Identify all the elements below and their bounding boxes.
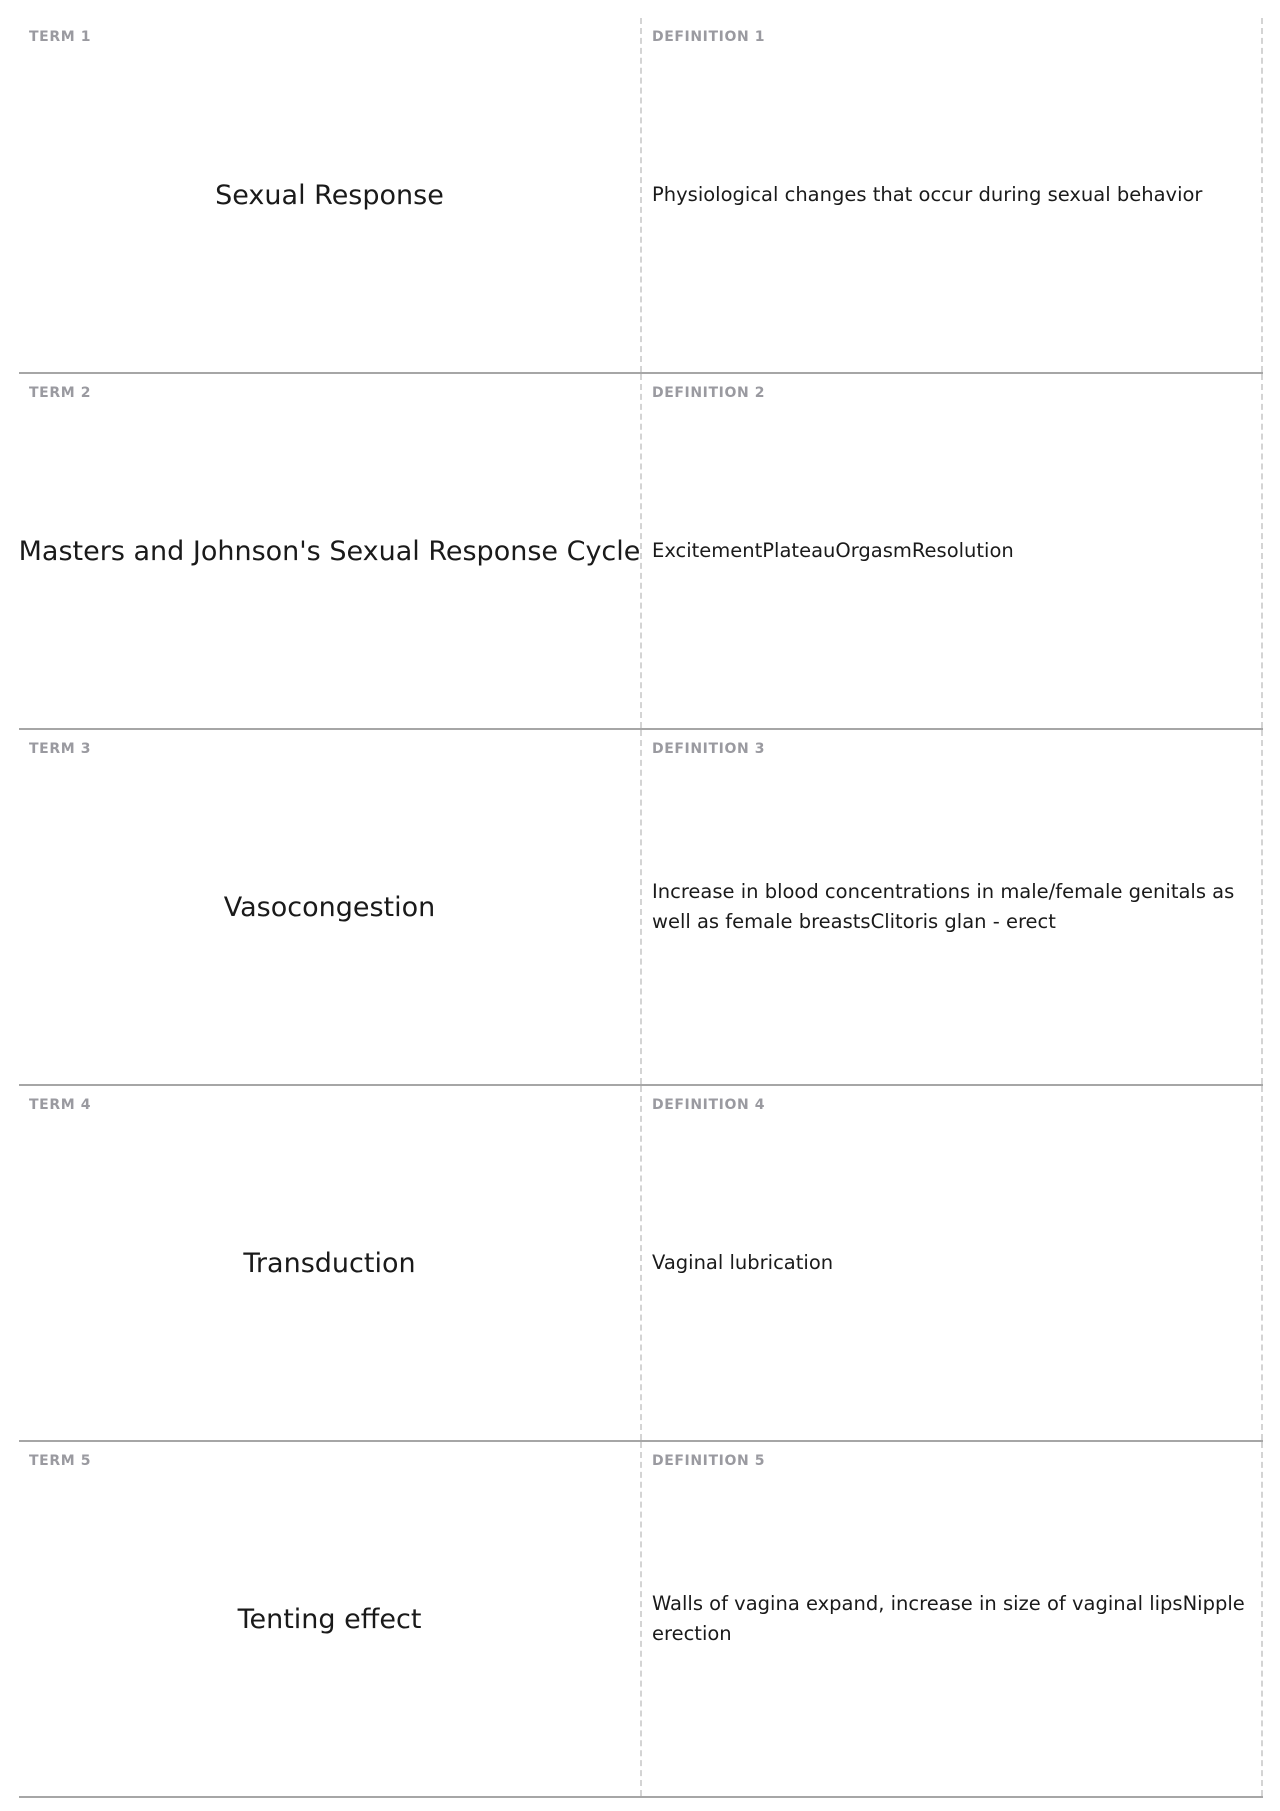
term-cell [19, 18, 642, 372]
definition-label: DEFINITION 2 [652, 385, 766, 401]
flashcard-row-5 [19, 1442, 1263, 1798]
definition-cell [642, 374, 1263, 728]
term-label: TERM 5 [29, 1453, 92, 1469]
term-label: TERM 3 [29, 741, 92, 757]
definition-cell [642, 1086, 1263, 1440]
term-label: TERM 1 [29, 29, 92, 45]
term-cell [19, 374, 642, 728]
definition-text: Walls of vagina expand, increase in size of vaginal lipsNipple erection [652, 1591, 1245, 1645]
term-cell [19, 1442, 642, 1796]
term-text: Masters and Johnson's Sexual Response Cycle [18, 535, 641, 567]
definition-text: ExcitementPlateauOrgasmResolution [652, 538, 1014, 562]
term-label: TERM 2 [29, 385, 92, 401]
definition-text: Physiological changes that occur during sexual behavior [652, 182, 1203, 206]
definition-cell [642, 18, 1263, 372]
definition-text: Increase in blood concentrations in male/female genitals as well as female breastsClitoris glan - erect [652, 879, 1235, 933]
definition-label: DEFINITION 5 [652, 1453, 766, 1469]
definition-label: DEFINITION 1 [652, 29, 766, 45]
definition-cell [642, 1442, 1263, 1796]
flashcard-row-2 [19, 374, 1263, 730]
term-cell [19, 1086, 642, 1440]
definition-label: DEFINITION 4 [652, 1097, 766, 1113]
term-label: TERM 4 [29, 1097, 92, 1113]
flashcard-row-1 [19, 18, 1263, 374]
term-text: Sexual Response [215, 179, 444, 211]
term-text: Vasocongestion [223, 891, 436, 923]
term-text: Transduction [243, 1247, 416, 1279]
term-cell [19, 730, 642, 1084]
flashcard-row-3 [19, 730, 1263, 1086]
term-text: Tenting effect [237, 1603, 422, 1635]
flashcard-row-4 [19, 1086, 1263, 1442]
flashcard-sheet [19, 18, 1263, 1799]
definition-cell [642, 730, 1263, 1084]
definition-label: DEFINITION 3 [652, 741, 766, 757]
definition-text: Vaginal lubrication [652, 1250, 834, 1274]
